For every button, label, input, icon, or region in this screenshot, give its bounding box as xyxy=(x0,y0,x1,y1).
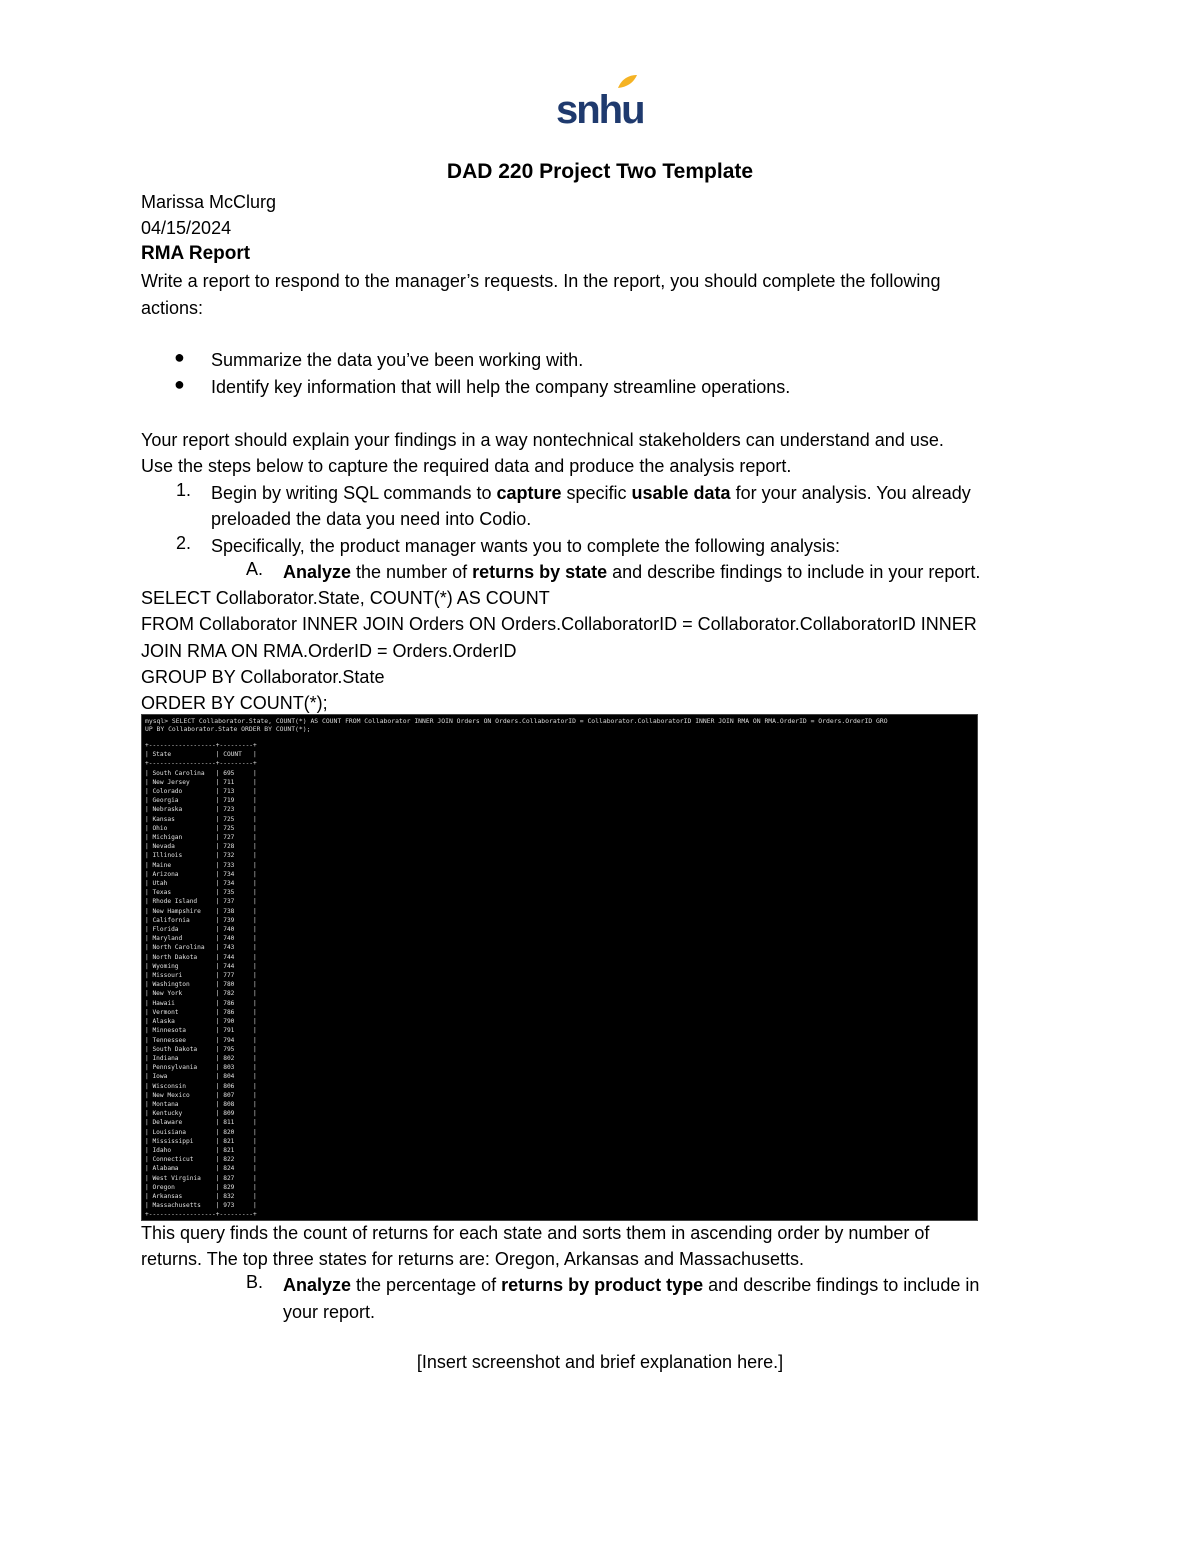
terminal-row: | Kentucky | 809 | xyxy=(145,1110,257,1118)
snhu-logo xyxy=(556,74,644,132)
placeholder-text: [Insert screenshot and brief explanation here.] xyxy=(416,1352,784,1372)
terminal-result-table xyxy=(145,741,257,1220)
terminal-row: | Minnesota | 791 | xyxy=(145,1027,257,1035)
terminal-row: | Iowa | 804 | xyxy=(145,1073,257,1081)
terminal-command-line: UP BY Collaborator.State ORDER BY COUNT(*); xyxy=(145,725,311,733)
sub-b-text: Analyze the percentage of returns by product type and describe findings to include in xyxy=(283,1275,980,1295)
terminal-row: | Delaware | 811 | xyxy=(145,1119,257,1127)
terminal-row: | Kansas | 725 | xyxy=(145,815,257,823)
terminal-row: | Illinois | 732 | xyxy=(145,852,257,860)
document-title: DAD 220 Project Two Template xyxy=(446,160,754,183)
sql-line: GROUP BY Collaborator.State xyxy=(141,667,385,687)
terminal-row: | North Carolina | 743 | xyxy=(145,944,257,952)
terminal-row: | Michigan | 727 | xyxy=(145,834,257,842)
terminal-row: | Washington | 780 | xyxy=(145,981,257,989)
sql-line: ORDER BY COUNT(*); xyxy=(141,693,328,713)
terminal-row: | Mississippi | 821 | xyxy=(145,1137,257,1145)
terminal-row: | Ohio | 725 | xyxy=(145,824,257,832)
terminal-row: | Massachusetts | 973 | xyxy=(145,1202,257,1210)
terminal-row: | New Mexico | 807 | xyxy=(145,1091,257,1099)
terminal-header-row: | State | COUNT | xyxy=(145,751,257,759)
terminal-command-line: mysql> SELECT Collaborator.State, COUNT(*) AS COUNT FROM Collaborator INNER JOIN Orders ON Orders.CollaboratorID = Collaborator.CollaboratorID INNER JOIN RMA ON RMA.OrderID = Orders.OrderID GRO xyxy=(145,717,888,725)
step-number: 1. xyxy=(176,480,192,500)
terminal-row: | Wyoming | 744 | xyxy=(145,962,257,970)
terminal-row: | Texas | 735 | xyxy=(145,889,257,897)
bullet-item: Identify key information that will help the company streamline operations. xyxy=(211,377,791,397)
terminal-row: | Georgia | 719 | xyxy=(145,797,257,805)
bullet-dot-icon: ● xyxy=(174,347,185,367)
paragraph: Use the steps below to capture the required data and produce the analysis report. xyxy=(141,456,792,476)
terminal-row: | South Dakota | 795 | xyxy=(145,1045,257,1053)
terminal-row: | Wisconsin | 806 | xyxy=(145,1082,257,1090)
terminal-row: | West Virginia | 827 | xyxy=(145,1174,257,1182)
terminal-row: | Colorado | 713 | xyxy=(145,788,257,796)
date: 04/15/2024 xyxy=(141,218,232,238)
terminal-row: | Indiana | 802 | xyxy=(145,1054,257,1062)
step-1-text: Begin by writing SQL commands to capture specific usable data for your analysis. You already xyxy=(211,483,971,503)
terminal-row: | Hawaii | 786 | xyxy=(145,999,257,1007)
terminal-border: +------------------+---------+ xyxy=(145,742,257,749)
terminal-row: | Connecticut | 822 | xyxy=(145,1156,257,1164)
paragraph: Your report should explain your findings in a way nontechnical stakeholders can understand and use. xyxy=(141,430,944,450)
sql-line: SELECT Collaborator.State, COUNT(*) AS COUNT xyxy=(141,588,550,608)
terminal-row: | North Dakota | 744 | xyxy=(145,953,257,961)
terminal-border: +------------------+---------+ xyxy=(145,760,257,768)
explanation-text: returns. The top three states for returns are: Oregon, Arkansas and Massachusetts. xyxy=(141,1249,805,1269)
sub-a-text: Analyze the number of returns by state and describe findings to include in your report. xyxy=(283,562,981,582)
terminal-row: | Oregon | 829 | xyxy=(145,1183,257,1191)
terminal-row: | New York | 782 | xyxy=(145,990,257,998)
terminal-command xyxy=(145,717,888,733)
terminal-row: | Idaho | 821 | xyxy=(145,1146,257,1154)
terminal-row: | Rhode Island | 737 | xyxy=(145,898,257,906)
terminal-row: | Arizona | 734 | xyxy=(145,870,257,878)
step-1-text: preloaded the data you need into Codio. xyxy=(211,509,532,529)
terminal-row: | Nebraska | 723 | xyxy=(145,806,257,814)
sql-line: FROM Collaborator INNER JOIN Orders ON Orders.CollaboratorID = Collaborator.CollaboratorID INNER xyxy=(141,614,977,634)
sub-b-text: your report. xyxy=(283,1302,376,1322)
terminal-row: | Pennsylvania | 803 | xyxy=(145,1064,257,1072)
terminal-row: | Utah | 734 | xyxy=(145,880,257,888)
explanation-text: This query finds the count of returns for each state and sorts them in ascending order by number of xyxy=(141,1223,930,1243)
author-name: Marissa McClurg xyxy=(141,192,277,212)
terminal-row: | Missouri | 777 | xyxy=(145,972,257,980)
terminal-row: | Montana | 808 | xyxy=(145,1100,257,1108)
terminal-row: | South Carolina | 695 | xyxy=(145,769,257,777)
bullet-item: Summarize the data you’ve been working with. xyxy=(211,350,584,370)
terminal-row: | Maine | 733 | xyxy=(145,861,257,869)
terminal-border: +------------------+---------+ xyxy=(145,1211,257,1219)
step-2-text: Specifically, the product manager wants you to complete the following analysis: xyxy=(211,536,840,556)
terminal-row: | Tennessee | 794 | xyxy=(145,1036,257,1044)
terminal-row: | Alabama | 824 | xyxy=(145,1165,257,1173)
terminal-row: | Vermont | 786 | xyxy=(145,1008,257,1016)
terminal-row: | Florida | 740 | xyxy=(145,926,257,934)
section-heading: RMA Report xyxy=(141,243,251,264)
terminal-row: | New Jersey | 711 | xyxy=(145,778,257,786)
intro-text: Write a report to respond to the manager’s requests. In the report, you should complete the following xyxy=(141,271,941,291)
terminal-row: | Louisiana | 820 | xyxy=(145,1128,257,1136)
sql-line: JOIN RMA ON RMA.OrderID = Orders.OrderID xyxy=(141,641,517,661)
logo-text: snhu xyxy=(556,88,644,132)
intro-text: actions: xyxy=(141,298,204,318)
terminal-row: | New Hampshire | 738 | xyxy=(145,907,257,915)
terminal-row: | Arkansas | 832 | xyxy=(145,1192,257,1200)
bullet-dot-icon: ● xyxy=(174,374,185,394)
sub-marker: A. xyxy=(246,559,264,579)
terminal-row: | Nevada | 728 | xyxy=(145,843,257,851)
terminal-row: | Alaska | 790 | xyxy=(145,1018,257,1026)
terminal-row: | Maryland | 740 | xyxy=(145,935,257,943)
terminal-row: | California | 739 | xyxy=(145,916,257,924)
step-number: 2. xyxy=(176,533,192,553)
sub-marker: B. xyxy=(246,1272,264,1292)
terminal-screenshot xyxy=(141,714,978,1221)
